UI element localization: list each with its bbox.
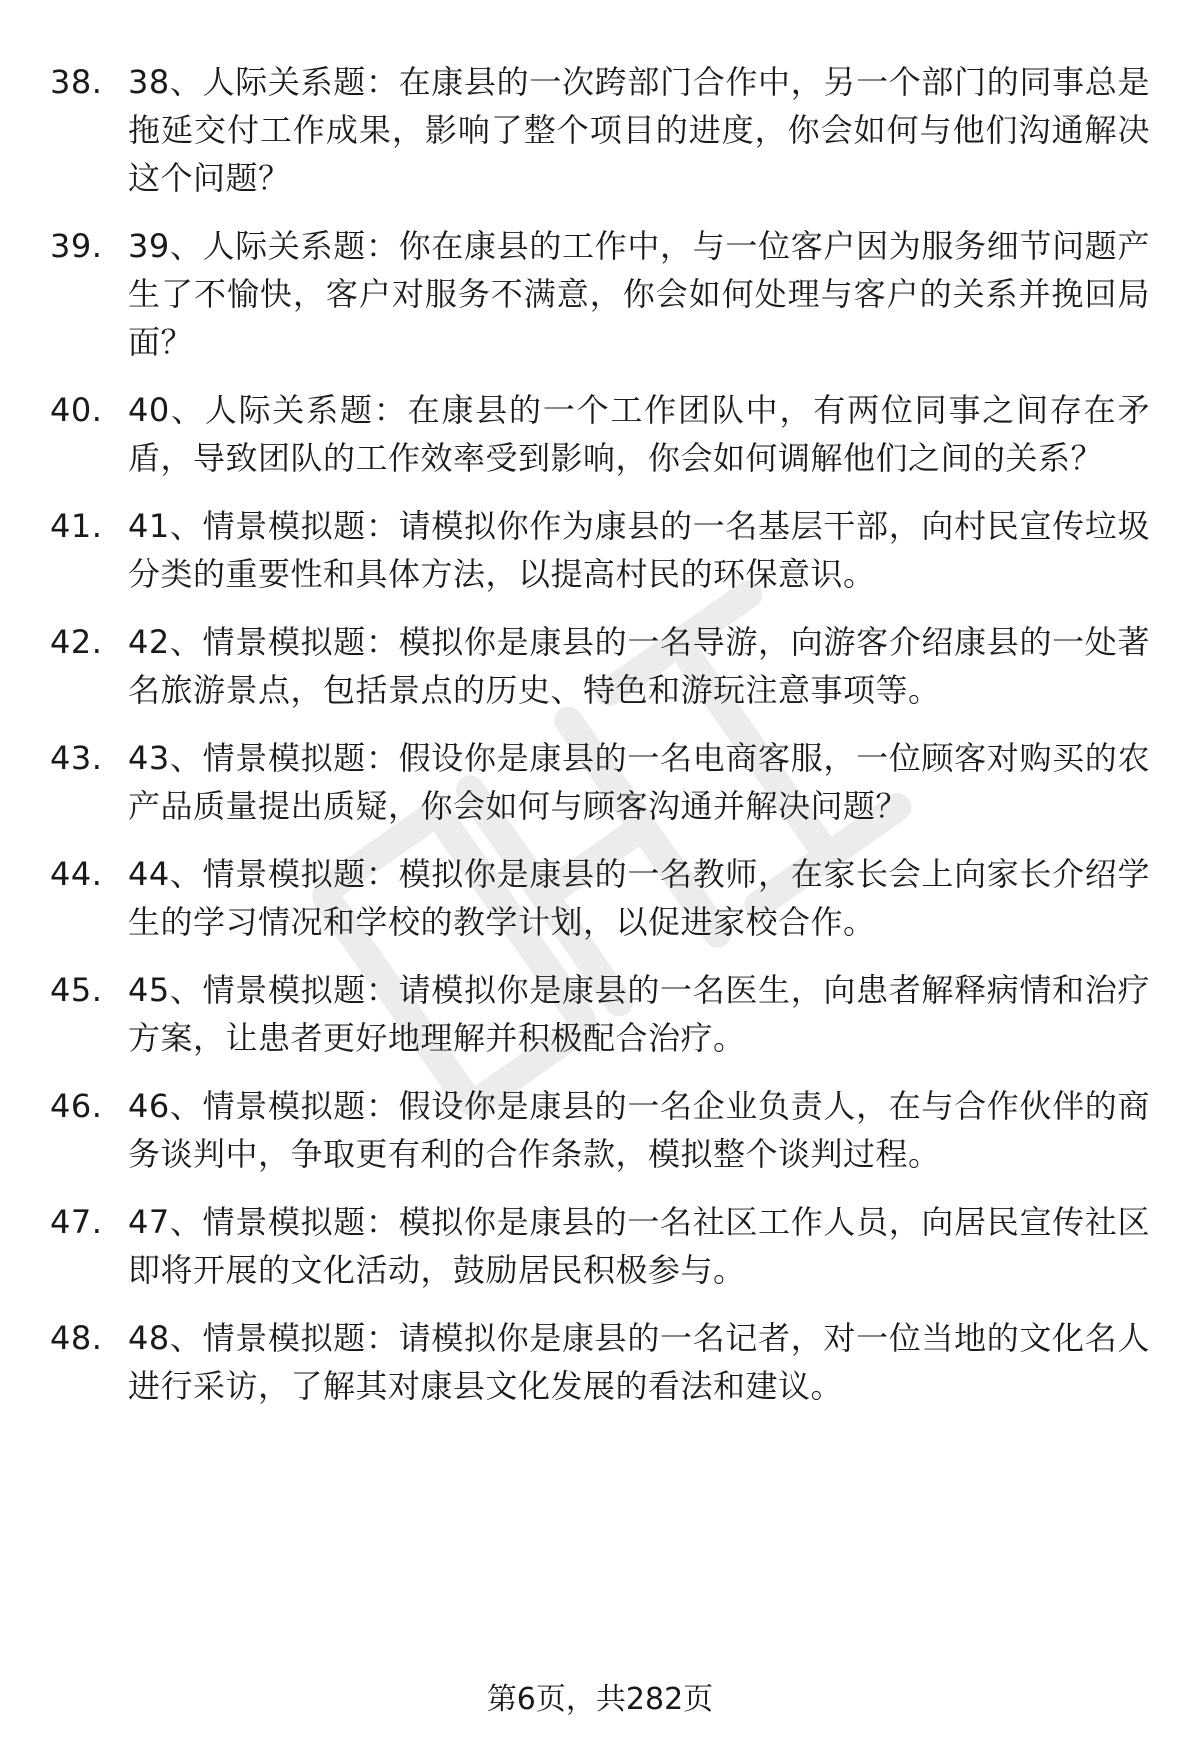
question-text: 46、情景模拟题：假设你是康县的一名企业负责人，在与合作伙伴的商务谈判中，争取更有利的合作条款，模拟整个谈判过程。 [128, 1087, 1150, 1173]
question-text: 44、情景模拟题：模拟你是康县的一名教师，在家长会上向家长介绍学生的学习情况和学校的教学计划，以促进家校合作。 [128, 855, 1150, 941]
question-number: 42. [50, 623, 103, 661]
question-number: 40. [50, 391, 103, 429]
question-text: 45、情景模拟题：请模拟你是康县的一名医生，向患者解释病情和治疗方案，让患者更好地理解并积极配合治疗。 [128, 971, 1150, 1057]
question-number: 46. [50, 1087, 103, 1125]
question-number: 45. [50, 971, 103, 1009]
question-text: 39、人际关系题：你在康县的工作中，与一位客户因为服务细节问题产生了不愉快，客户对服务不满意，你会如何处理与客户的关系并挽回局面？ [128, 227, 1150, 361]
question-text: 48、情景模拟题：请模拟你是康县的一名记者，对一位当地的文化名人进行采访，了解其对康县文化发展的看法和建议。 [128, 1319, 1150, 1405]
question-text: 42、情景模拟题：模拟你是康县的一名导游，向游客介绍康县的一处著名旅游景点，包括景点的历史、特色和游玩注意事项等。 [128, 623, 1150, 709]
question-number: 39. [50, 227, 103, 265]
question-item [50, 850, 1150, 946]
question-item [50, 734, 1150, 830]
question-text: 38、人际关系题：在康县的一次跨部门合作中，另一个部门的同事总是拖延交付工作成果，影响了整个项目的进度，你会如何与他们沟通解决这个问题？ [128, 63, 1150, 197]
question-item [50, 1198, 1150, 1294]
question-number: 41. [50, 507, 103, 545]
question-number: 43. [50, 739, 103, 777]
question-text: 43、情景模拟题：假设你是康县的一名电商客服，一位顾客对购买的农产品质量提出质疑，你会如何与顾客沟通并解决问题？ [128, 739, 1150, 825]
question-text: 47、情景模拟题：模拟你是康县的一名社区工作人员，向居民宣传社区即将开展的文化活动，鼓励居民积极参与。 [128, 1203, 1150, 1289]
question-item [50, 1082, 1150, 1178]
question-number: 48. [50, 1319, 103, 1357]
question-item [50, 502, 1150, 598]
question-item [50, 618, 1150, 714]
question-text: 41、情景模拟题：请模拟你作为康县的一名基层干部，向村民宣传垃圾分类的重要性和具体方法，以提高村民的环保意识。 [128, 507, 1150, 593]
page-footer: 第6页，共282页 [486, 1682, 714, 1717]
question-item [50, 1314, 1150, 1410]
question-number: 38. [50, 63, 103, 101]
question-number: 47. [50, 1203, 103, 1241]
question-item [50, 58, 1150, 202]
question-number: 44. [50, 855, 103, 893]
question-item [50, 966, 1150, 1062]
question-text: 40、人际关系题：在康县的一个工作团队中，有两位同事之间存在矛盾，导致团队的工作效率受到影响，你会如何调解他们之间的关系？ [128, 391, 1150, 477]
question-list [50, 58, 1150, 1410]
question-item [50, 386, 1150, 482]
question-item [50, 222, 1150, 366]
